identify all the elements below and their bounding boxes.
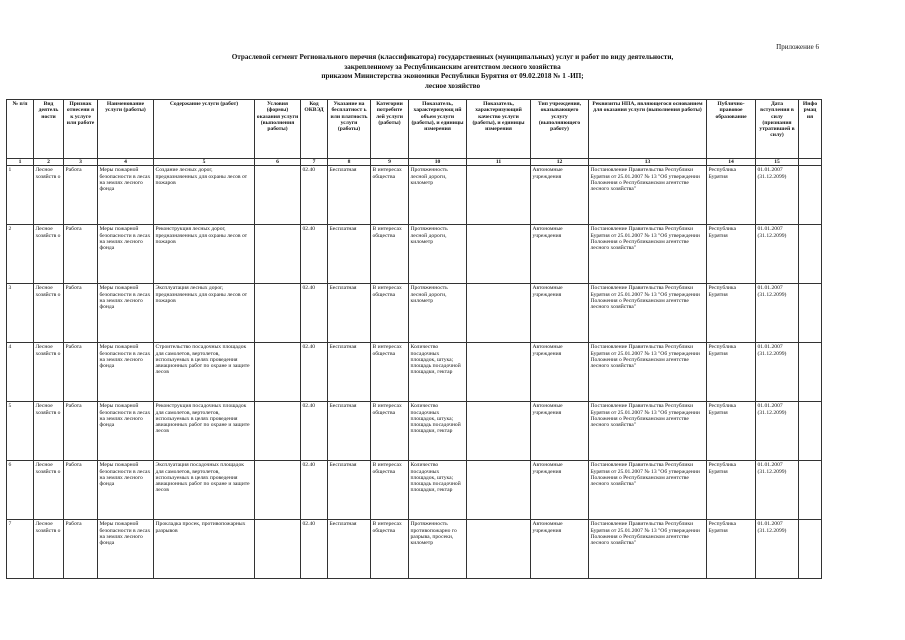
service-name-cell: Меры пожарной безопасности в лесах на землях лесного фонда: [98, 284, 154, 343]
row-number: 1: [7, 166, 34, 225]
service-name-cell: Меры пожарной безопасности в лесах на землях лесного фонда: [98, 461, 154, 520]
info-cell: [799, 520, 822, 579]
column-number: 14: [707, 159, 756, 166]
table-row: [7, 225, 822, 284]
info-cell: [799, 343, 822, 402]
quality-cell: [467, 284, 531, 343]
conditions-cell: [255, 343, 301, 402]
col-header-institution: Тип учреждения, оказывающего услугу (выполняющего работу): [531, 100, 589, 159]
attribute-cell: Работа: [64, 284, 98, 343]
okved-cell: 02.40: [301, 166, 328, 225]
info-cell: [799, 225, 822, 284]
info-cell: [799, 166, 822, 225]
col-header-info: Инфо рмац ия: [799, 100, 822, 159]
document-title: [0, 53, 905, 91]
column-number: 2: [34, 159, 64, 166]
npa-cell: Постановление Правительства Республики Бурятия от 25.01.2007 № 13 "Об утверждении Положения о Республиканском агентстве лесного хозяйства": [589, 284, 707, 343]
column-number: 3: [64, 159, 98, 166]
table-row: [7, 402, 822, 461]
consumers-cell: В интересах общества: [371, 461, 409, 520]
date-cell: 01.01.2007 (31.12.2099): [756, 284, 799, 343]
column-number: 9: [371, 159, 409, 166]
col-header-npa: Реквизиты НПА, являющегося основанием для оказания услуги (выполнения работы): [589, 100, 707, 159]
consumers-cell: В интересах общества: [371, 166, 409, 225]
attribute-cell: Работа: [64, 402, 98, 461]
content-cell: Прокладка просек, противопожарных разрывов: [154, 520, 255, 579]
ppo-cell: Республика Бурятия: [707, 343, 756, 402]
col-header-okved: Код ОКВЭД: [301, 100, 328, 159]
column-number: 11: [467, 159, 531, 166]
col-header-name: Наименование услуги (работы): [98, 100, 154, 159]
volume-cell: Протяженность противопожарно го разрыва, просеки, километр: [409, 520, 467, 579]
payment-cell: Бесплатная: [328, 166, 371, 225]
npa-cell: Постановление Правительства Республики Бурятия от 25.01.2007 № 13 "Об утверждении Положения о Республиканском агентстве лесного хозяйства": [589, 166, 707, 225]
column-number: 6: [255, 159, 301, 166]
content-cell: Эксплуатация посадочных площадок для самолетов, вертолетов, используемых в целях проведения авиационных работ по охране и защите лесов: [154, 461, 255, 520]
okved-cell: 02.40: [301, 343, 328, 402]
content-cell: Эксплуатация лесных дорог, предназначенных для охраны лесов от пожаров: [154, 284, 255, 343]
row-number: 6: [7, 461, 34, 520]
table-row: [7, 166, 822, 225]
consumers-cell: В интересах общества: [371, 225, 409, 284]
npa-cell: Постановление Правительства Республики Бурятия от 25.01.2007 № 13 "Об утверждении Положения о Республиканском агентстве лесного хозяйства": [589, 402, 707, 461]
col-header-date: Дата вступления в силу (признания утратившей в силу): [756, 100, 799, 159]
payment-cell: Бесплатная: [328, 402, 371, 461]
column-number: 4: [98, 159, 154, 166]
activity-cell: Лесное хозяйств о: [34, 402, 64, 461]
ppo-cell: Республика Бурятия: [707, 461, 756, 520]
npa-cell: Постановление Правительства Республики Бурятия от 25.01.2007 № 13 "Об утверждении Положения о Республиканском агентстве лесного хозяйства": [589, 520, 707, 579]
volume-cell: Количество посадочных площадок, штука; площадь посадочной площадки, гектар: [409, 402, 467, 461]
npa-cell: Постановление Правительства Республики Бурятия от 25.01.2007 № 13 "Об утверждении Положения о Республиканском агентстве лесного хозяйства": [589, 343, 707, 402]
volume-cell: Протяженность лесной дороги, километр: [409, 166, 467, 225]
service-name-cell: Меры пожарной безопасности в лесах на землях лесного фонда: [98, 225, 154, 284]
title-line-3: приказом Министерства экономики Республики Бурятия от 09.02.2018 № 1 -ИП;: [321, 72, 584, 81]
column-number: 8: [328, 159, 371, 166]
content-cell: Реконструкция лесных дорог, предназначенных для охраны лесов от пожаров: [154, 225, 255, 284]
conditions-cell: [255, 166, 301, 225]
institution-cell: Автономные учреждения: [531, 225, 589, 284]
payment-cell: Бесплатная: [328, 343, 371, 402]
service-name-cell: Меры пожарной безопасности в лесах на землях лесного фонда: [98, 343, 154, 402]
table-row: [7, 520, 822, 579]
title-line-4: лесное хозяйство: [424, 81, 481, 90]
title-line-2: закрепленному за Республиканским агентством лесного хозяйства: [344, 62, 561, 71]
activity-cell: Лесное хозяйств о: [34, 166, 64, 225]
activity-cell: Лесное хозяйств о: [34, 520, 64, 579]
col-header-activity: Вид деятель ности: [34, 100, 64, 159]
conditions-cell: [255, 225, 301, 284]
date-cell: 01.01.2007 (31.12.2099): [756, 402, 799, 461]
okved-cell: 02.40: [301, 284, 328, 343]
service-name-cell: Меры пожарной безопасности в лесах на землях лесного фонда: [98, 402, 154, 461]
column-number: 15: [756, 159, 799, 166]
column-number: 1: [7, 159, 34, 166]
date-cell: 01.01.2007 (31.12.2099): [756, 225, 799, 284]
date-cell: 01.01.2007 (31.12.2099): [756, 343, 799, 402]
info-cell: [799, 402, 822, 461]
appendix-label: Приложение 6: [776, 43, 819, 51]
attribute-cell: Работа: [64, 520, 98, 579]
attribute-cell: Работа: [64, 461, 98, 520]
col-header-attribute: Признак отнесени я к услуге или работе: [64, 100, 98, 159]
quality-cell: [467, 343, 531, 402]
okved-cell: 02.40: [301, 402, 328, 461]
activity-cell: Лесное хозяйств о: [34, 461, 64, 520]
volume-cell: Количество посадочных площадок, штука; площадь посадочной площадки, гектар: [409, 461, 467, 520]
col-header-num: № п/п: [7, 100, 34, 159]
okved-cell: 02.40: [301, 461, 328, 520]
okved-cell: 02.40: [301, 225, 328, 284]
column-number: 10: [409, 159, 467, 166]
col-header-ppo: Публично-правовое образование: [707, 100, 756, 159]
column-number: 7: [301, 159, 328, 166]
attribute-cell: Работа: [64, 225, 98, 284]
volume-cell: Протяженность лесной дороги, километр: [409, 284, 467, 343]
content-cell: Реконструкция посадочных площадок для самолетов, вертолетов, используемых в целях проведения авиационных работ по охране и защите лесов: [154, 402, 255, 461]
npa-cell: Постановление Правительства Республики Бурятия от 25.01.2007 № 13 "Об утверждении Положения о Республиканском агентстве лесного хозяйства": [589, 225, 707, 284]
col-header-volume: Показатель, характеризующ ий объем услуги (работы), и единицы измерения: [409, 100, 467, 159]
consumers-cell: В интересах общества: [371, 402, 409, 461]
quality-cell: [467, 402, 531, 461]
attribute-cell: Работа: [64, 343, 98, 402]
quality-cell: [467, 166, 531, 225]
table-row: [7, 343, 822, 402]
row-number: 4: [7, 343, 34, 402]
info-cell: [799, 461, 822, 520]
col-header-payment: Указание на бесплатност ь или платность услуги (работы): [328, 100, 371, 159]
payment-cell: Бесплатная: [328, 520, 371, 579]
content-cell: Строительство посадочных площадок для самолетов, вертолетов, используемых в целях проведения авиационных работ по охране и защите лесов: [154, 343, 255, 402]
title-line-1: Отраслевой сегмент Регионального перечня (классификатора) государственных (муниципальных) услуг и работ по виду деятельности,: [231, 53, 674, 61]
column-number: 5: [154, 159, 255, 166]
payment-cell: Бесплатная: [328, 225, 371, 284]
col-header-quality: Показатель, характеризующий качество услуги (работы), и единицы измерения: [467, 100, 531, 159]
institution-cell: Автономные учреждения: [531, 166, 589, 225]
table-header-row: [7, 100, 822, 159]
column-number: [799, 159, 822, 166]
services-table: [6, 99, 822, 579]
info-cell: [799, 284, 822, 343]
ppo-cell: Республика Бурятия: [707, 402, 756, 461]
institution-cell: Автономные учреждения: [531, 343, 589, 402]
activity-cell: Лесное хозяйств о: [34, 225, 64, 284]
conditions-cell: [255, 284, 301, 343]
ppo-cell: Республика Бурятия: [707, 166, 756, 225]
payment-cell: Бесплатная: [328, 461, 371, 520]
quality-cell: [467, 225, 531, 284]
row-number: 2: [7, 225, 34, 284]
date-cell: 01.01.2007 (31.12.2099): [756, 166, 799, 225]
conditions-cell: [255, 520, 301, 579]
date-cell: 01.01.2007 (31.12.2099): [756, 461, 799, 520]
institution-cell: Автономные учреждения: [531, 284, 589, 343]
service-name-cell: Меры пожарной безопасности в лесах на землях лесного фонда: [98, 520, 154, 579]
row-number: 5: [7, 402, 34, 461]
quality-cell: [467, 520, 531, 579]
table-row: [7, 461, 822, 520]
col-header-content: Содержание услуги (работ): [154, 100, 255, 159]
consumers-cell: В интересах общества: [371, 343, 409, 402]
col-header-consumers: Категории потребите лей услуги (работы): [371, 100, 409, 159]
consumers-cell: В интересах общества: [371, 520, 409, 579]
activity-cell: Лесное хозяйств о: [34, 343, 64, 402]
column-number-row: [7, 159, 822, 166]
table-row: [7, 284, 822, 343]
payment-cell: Бесплатная: [328, 284, 371, 343]
volume-cell: Количество посадочных площадок, штука; площадь посадочной площадки, гектар: [409, 343, 467, 402]
conditions-cell: [255, 402, 301, 461]
col-header-conditions: Условия (формы) оказания услуги (выполнения работы): [255, 100, 301, 159]
consumers-cell: В интересах общества: [371, 284, 409, 343]
activity-cell: Лесное хозяйств о: [34, 284, 64, 343]
npa-cell: Постановление Правительства Республики Бурятия от 25.01.2007 № 13 "Об утверждении Положения о Республиканском агентстве лесного хозяйства": [589, 461, 707, 520]
okved-cell: 02.40: [301, 520, 328, 579]
institution-cell: Автономные учреждения: [531, 402, 589, 461]
institution-cell: Автономные учреждения: [531, 461, 589, 520]
ppo-cell: Республика Бурятия: [707, 225, 756, 284]
row-number: 7: [7, 520, 34, 579]
institution-cell: Автономные учреждения: [531, 520, 589, 579]
date-cell: 01.01.2007 (31.12.2099): [756, 520, 799, 579]
volume-cell: Протяженность лесной дороги, километр: [409, 225, 467, 284]
quality-cell: [467, 461, 531, 520]
conditions-cell: [255, 461, 301, 520]
column-number: 13: [589, 159, 707, 166]
ppo-cell: Республика Бурятия: [707, 520, 756, 579]
attribute-cell: Работа: [64, 166, 98, 225]
content-cell: Создание лесных дорог, предназначенных для охраны лесов от пожаров: [154, 166, 255, 225]
service-name-cell: Меры пожарной безопасности в лесах на землях лесного фонда: [98, 166, 154, 225]
column-number: 12: [531, 159, 589, 166]
row-number: 3: [7, 284, 34, 343]
ppo-cell: Республика Бурятия: [707, 284, 756, 343]
